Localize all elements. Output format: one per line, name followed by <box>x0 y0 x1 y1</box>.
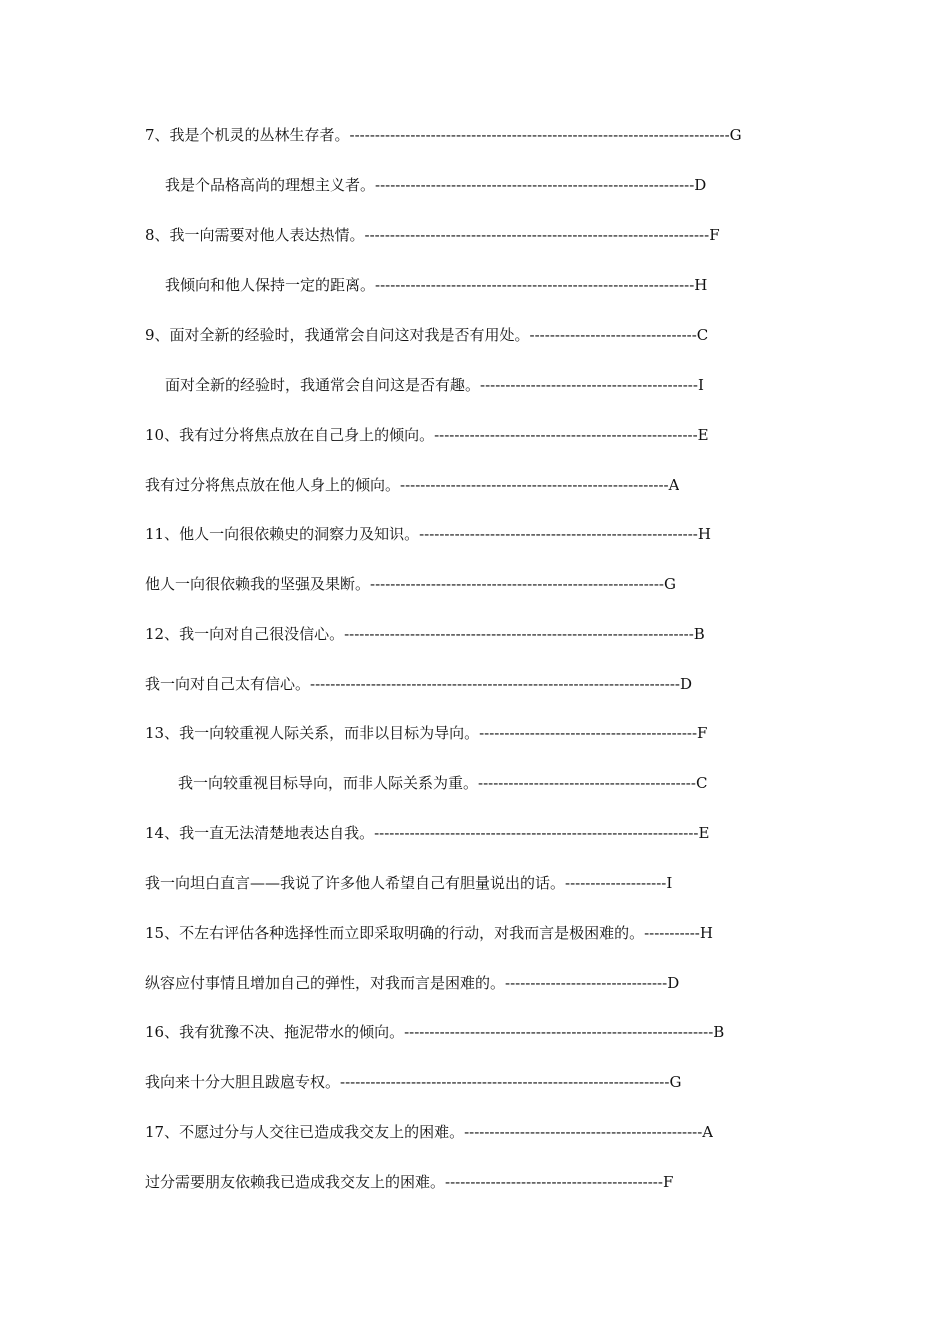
statement-7a: 7、我是个机灵的丛林生存者。---------------------------------------------------------------------------G <box>145 126 742 144</box>
statement-15a: 15、不左右评估各种选择性而立即采取明确的行动，对我而言是极困难的。-----------H <box>145 924 713 942</box>
statement-11a: 11、他人一向很依赖史的洞察力及知识。-------------------------------------------------------H <box>145 525 711 543</box>
statement-10b: 我有过分将焦点放在他人身上的倾向。-----------------------------------------------------A <box>145 476 680 494</box>
statement-8b: 我倾向和他人保持一定的距离。---------------------------------------------------------------H <box>165 276 708 294</box>
statement-14b: 我一向坦白直言——我说了许多他人希望自己有胆量说出的话。--------------------I <box>145 874 673 892</box>
statement-17b: 过分需要朋友依赖我已造成我交友上的困难。-------------------------------------------F <box>145 1173 674 1191</box>
statement-11b: 他人一向很依赖我的坚强及果断。----------------------------------------------------------G <box>145 575 676 593</box>
statement-9a: 9、面对全新的经验时，我通常会自问这对我是否有用处。---------------------------------C <box>145 326 709 344</box>
statement-16b: 我向来十分大胆且跋扈专权。-----------------------------------------------------------------G <box>145 1073 682 1091</box>
statement-16a: 16、我有犹豫不决、拖泥带水的倾向。-------------------------------------------------------------B <box>145 1023 725 1041</box>
statement-15b: 纵容应付事情且增加自己的弹性，对我而言是困难的。--------------------------------D <box>145 974 680 992</box>
statement-12b: 我一向对自己太有信心。-------------------------------------------------------------------------D <box>145 675 693 693</box>
statement-8a: 8、我一向需要对他人表达热情。--------------------------------------------------------------------F <box>145 226 720 244</box>
statement-13b: 我一向较重视目标导向，而非人际关系为重。-------------------------------------------C <box>178 774 708 792</box>
statement-17a: 17、不愿过分与人交往已造成我交友上的困难。-----------------------------------------------A <box>145 1123 714 1141</box>
statement-13a: 13、我一向较重视人际关系，而非以目标为导向。-------------------------------------------F <box>145 724 708 742</box>
statement-10a: 10、我有过分将焦点放在自己身上的倾向。----------------------------------------------------E <box>145 426 709 444</box>
statement-7b: 我是个品格高尚的理想主义者。---------------------------------------------------------------D <box>165 176 707 194</box>
statement-14a: 14、我一直无法清楚地表达自我。----------------------------------------------------------------E <box>145 824 710 842</box>
statement-12a: 12、我一向对自己很没信心。---------------------------------------------------------------------B <box>145 625 705 643</box>
statement-9b: 面对全新的经验时，我通常会自问这是否有趣。-------------------------------------------I <box>165 376 704 394</box>
